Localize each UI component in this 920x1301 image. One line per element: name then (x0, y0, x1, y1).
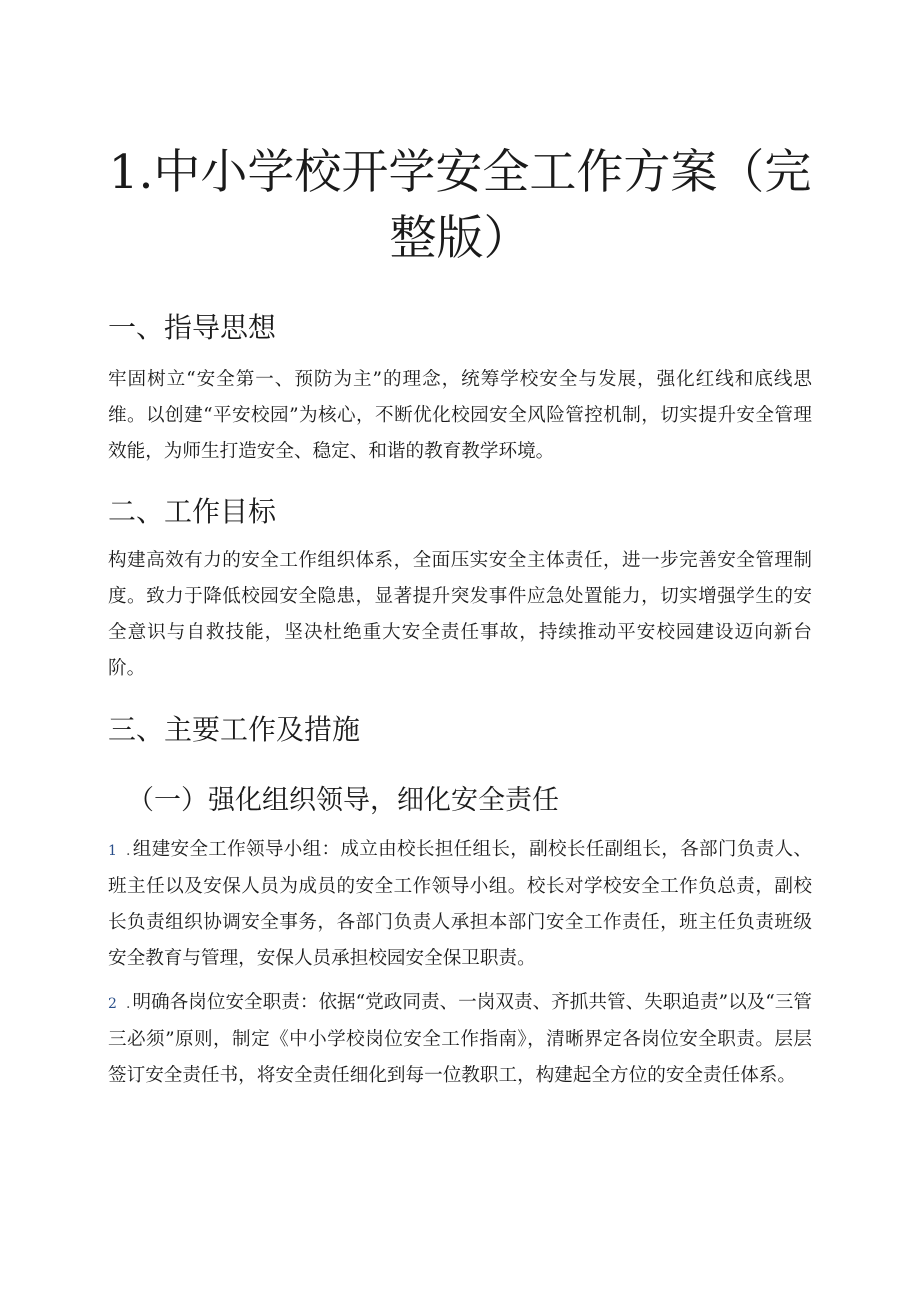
subsection-heading-organization: （一）强化组织领导，细化安全责任 (127, 785, 559, 816)
list-item-marker: . (126, 996, 131, 1012)
list-item (108, 985, 812, 1094)
section-heading-main-work: 三、主要工作及措施 (108, 713, 361, 746)
document-title: 1.中小学校开学安全工作方案（完整版） (108, 145, 812, 266)
section-paragraph-guiding-ideology: 牢固树立“安全第一、预防为主”的理念，统筹学校安全与发展，强化红线和底线思维。以创建“平安校园”为核心，不断优化校园安全风险管控机制，切实提升安全管理效能，为师生打造安全、稳定、和谐的教育教学环境。 (108, 369, 812, 462)
list-item-text: 明确各岗位安全职责：依据“党政同责、一岗双责、齐抓共管、失职追责”以及“三管三必须”原则，制定《中小学校岗位安全工作指南》，清晰界定各岗位安全职责。层层签订安全责任书，将安全责任细化到每一位教职工，构建起全方位的安全责任体系。 (108, 992, 812, 1086)
list-item-number: 1 (108, 843, 117, 859)
list-item-text: 组建安全工作领导小组：成立由校长担任组长，副校长任副组长，各部门负责人、班主任以及安保人员为成员的安全工作领导小组。校长对学校安全工作负总责，副校长负责组织协调安全事务，各部门负责人承担本部门安全工作责任，班主任负责班级安全教育与管理，安保人员承担校园安全保卫职责。 (108, 839, 812, 969)
list-item-number: 2 (108, 996, 117, 1012)
section-heading-guiding-ideology: 一、指导思想 (108, 311, 277, 344)
section-heading-work-goals: 二、工作目标 (108, 495, 277, 528)
list-item (108, 832, 812, 977)
list-item-marker: . (126, 843, 131, 859)
section-paragraph-work-goals: 构建高效有力的安全工作组织体系，全面压实安全主体责任，进一步完善安全管理制度。致力于降低校园安全隐患，显著提升突发事件应急处置能力，切实增强学生的安全意识与自救技能，坚决杜绝重大安全责任事故，持续推动平安校园建设迈向新台阶。 (108, 550, 812, 679)
